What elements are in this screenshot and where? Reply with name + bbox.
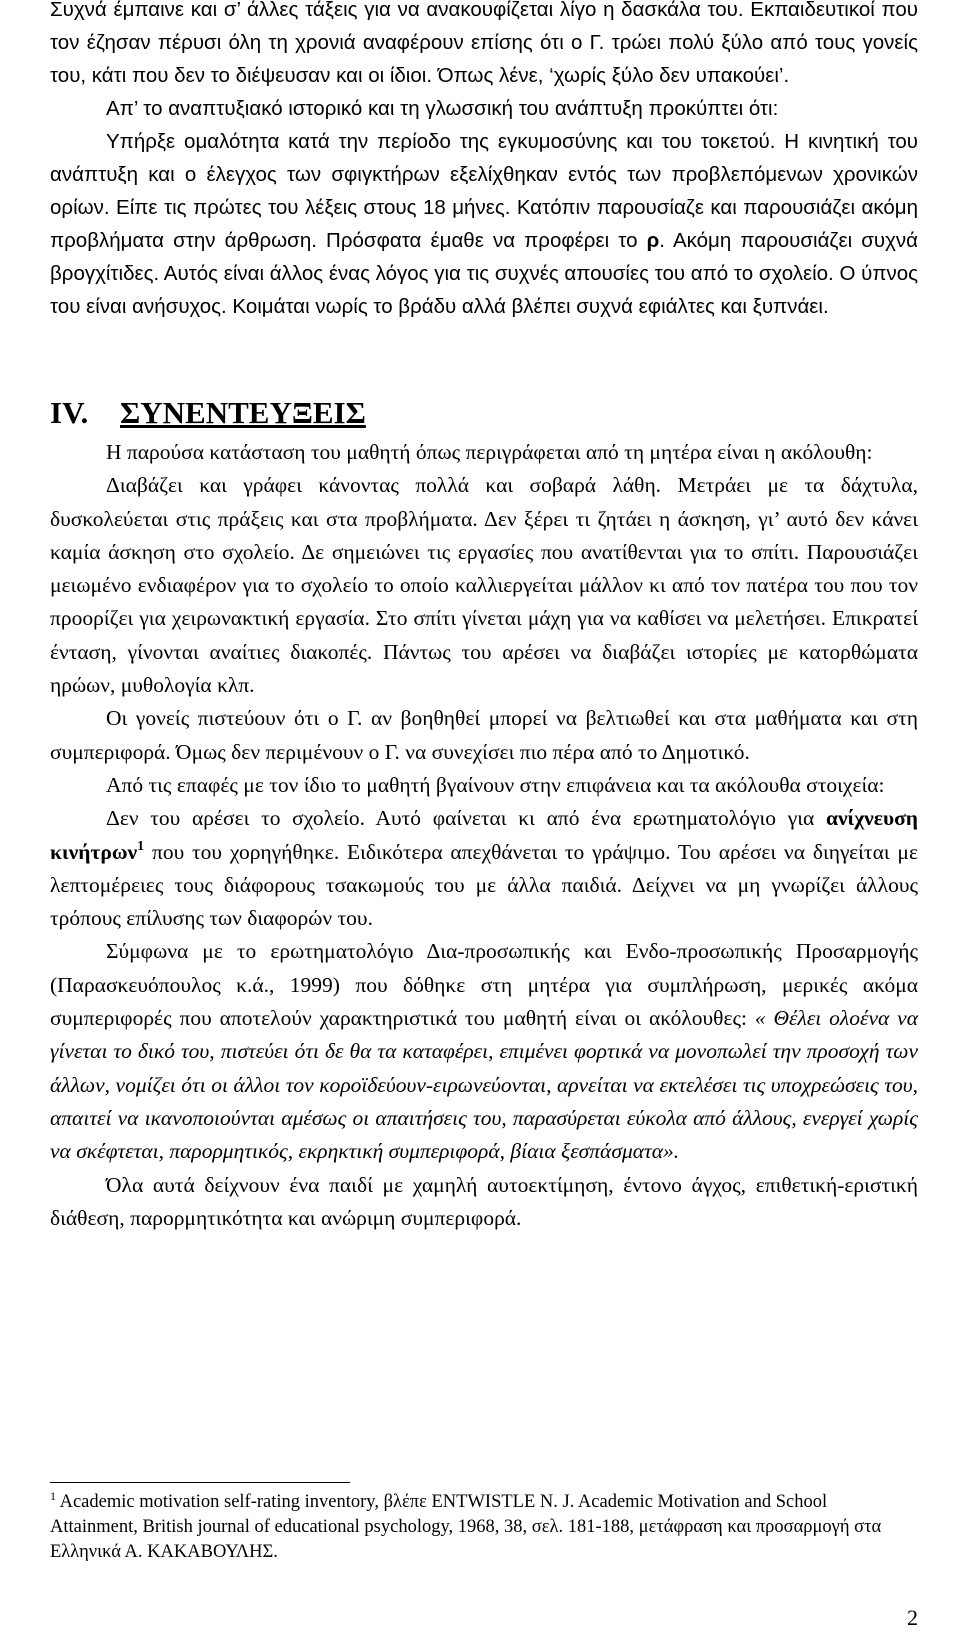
development-text: Υπήρξε ομαλότητα κατά την περίοδο της εγκυμοσύνης και του τοκετού. Η κινητική του ανάπτυξη και ο έλεγχος των σφιγκτήρων εξελίχθηκαν εντός των προβλεπόμενων χρονικών ορίων. Είπε τις πρώτες του λέξεις στους 18 μήνες. Κατόπιν παρουσίαζε και παρουσιάζει ακόμη προβλήματα στην άρθρωση. Πρόσφατα έμαθε να προφέρει το [50,130,918,252]
paragraph-mother-description: Διαβάζει και γράφει κάνοντας πολλά και σοβαρά λάθη. Μετράει με τα δάχτυλα, δυσκολεύεται στις πράξεις και στα προβλήματα. Δεν ξέρει τι ζητάει η άσκηση, γι’ αυτό δεν κάνει καμία άσκηση στο σχολείο. Δε σημειώνει τις εργασίες που ανατίθενται για το σπίτι. Παρουσιάζει μειωμένο ενδιαφέρον για το σχολείο το οποίο καλλιεργείται μάλλον κι από τον πατέρα του που τον προορίζει για χειρωνακτική εργασία. Στο σπίτι γίνεται μάχη για να καθίσει να μελετήσει. Επικρατεί ένταση, γίνονται αναίτιες διακοπές. Πάντως του αρέσει να διαβάζει ιστορίες με κατορθώματα ηρώων, μυθολογία κλπ. [50,473,918,698]
intro-block [50,0,918,323]
motivation-text: Δεν του αρέσει το σχολείο. Αυτό φαίνεται κι από ένα ερωτηματολόγιο για [106,806,815,831]
paragraph-development-lead: Απ’ το αναπτυξιακό ιστορικό και τη γλωσσική του ανάπτυξη προκύπτει ότι: [106,97,779,120]
section-heading [50,393,366,433]
footnote-reference[interactable]: 1 [137,838,145,854]
footnote [50,1490,918,1565]
motivation-text-end: που του χορηγήθηκε. Ειδικότερα απεχθάνεται το γράψιμο. Του αρέσει να διηγείται με λεπτομέρειες τους διάφορους τσακωμούς του με άλλα παιδιά. Δείχνει να μη γνωρίζει άλλους τρόπους επίλυσης των διαφορών του. [50,839,918,931]
rho-letter: ρ [646,229,660,252]
page-number: 2 [907,1605,918,1630]
paragraph-questionnaire [50,935,918,1168]
section-title: ΣΥΝΕΝΤΕΥΞΕΙΣ [120,395,366,430]
development-text-end: . Ακόμη παρουσιάζει συχνά βρογχίτιδες. Αυτός είναι άλλος ένας λόγος για τις συχνές απουσίες του από το σχολείο. Ο ύπνος του είναι ανήσυχος. Κοιμάται νωρίς το βράδυ αλλά βλέπει συχνά εφιάλτες και ξυπνάει. [50,229,918,318]
footnote-mark: 1 [50,1489,56,1503]
footnote-text: Academic motivation self-rating inventory, βλέπε ENTWISTLE N. J. Academic Motivation and School Attainment, British journal of educational psychology, 1968, 38, σελ. 181-188, μετάφραση και προσαρμογή στα Ελληνικά Α. ΚΑΚΑΒΟΥΛΗΣ. [50,1492,882,1562]
paragraph-mother-intro: Η παρούσα κατάσταση του μαθητή όπως περιγράφεται από τη μητέρα είναι η ακόλουθη: [106,440,873,464]
interviews-block [50,436,918,1235]
paragraph-conclusion: Όλα αυτά δείχνουν ένα παιδί με χαμηλή αυτοεκτίμηση, έντονο άγχος, επιθετική-εριστική διάθεση, παρορμητικότητα και ανώριμη συμπεριφορά. [50,1172,918,1230]
paragraph-motivation [50,802,918,935]
section-number: IV. [50,395,89,430]
questionnaire-text: Σύμφωνα με το ερωτηματολόγιο Δια-προσωπικής και Ενδο-προσωπικής Προσαρμογής (Παρασκευόπουλος κ.ά., 1999) που δόθηκε στη μητέρα για συμπλήρωση, μερικές ακόμα συμπεριφορές που αποτελούν χαρακτηριστικά του μαθητή είναι οι ακόλουθες: [50,939,918,1031]
footnote-separator [50,1482,350,1483]
paragraph-intro: Συχνά έμπαινε και σ’ άλλες τάξεις για να ανακουφίζεται λίγο η δασκάλα του. Εκπαιδευτικοί που τον έζησαν πέρυσι όλη τη χρονιά αναφέρουν επίσης ότι ο Γ. τρώει πολύ ξύλο από τους γονείς του, κάτι που δεν το διέψευσαν και οι ίδιοι. Όπως λένε, ‘χωρίς ξύλο δεν υπακούει’. [50,0,918,87]
paragraph-development [50,125,918,323]
motivation-bold-term: ανίχνευση κινήτρων [50,806,919,864]
paragraph-parents-belief: Οι γονείς πιστεύουν ότι ο Γ. αν βοηθηθεί μπορεί να βελτιωθεί και στα μαθήματα και στη συμπεριφορά. Όμως δεν περιμένουν ο Γ. να συνεχίσει πιο πέρα από το Δημοτικό. [50,706,918,764]
paragraph-student-contacts: Από τις επαφές με τον ίδιο το μαθητή βγαίνουν στην επιφάνεια και τα ακόλουθα στοιχεία: [106,772,885,797]
questionnaire-quote: « Θέλει ολοένα να γίνεται το δικό του, πιστεύει ότι δε θα τα καταφέρει, επιμένει φορτικά να μονοπωλεί την προσοχή των άλλων, νομίζει ότι οι άλλοι τον κοροϊδεύουν-ειρωνεύονται, αρνείται να εκτελέσει τις υποχρεώσεις του, απαιτεί να ικανοποιούνται αμέσως οι απαιτήσεις του, παρασύρεται εύκολα από άλλους, ενεργεί χωρίς να σκέφτεται, παρορμητικός, εκρηκτική συμπεριφορά, βίαια ξεσπάσματα». [50,1006,919,1164]
